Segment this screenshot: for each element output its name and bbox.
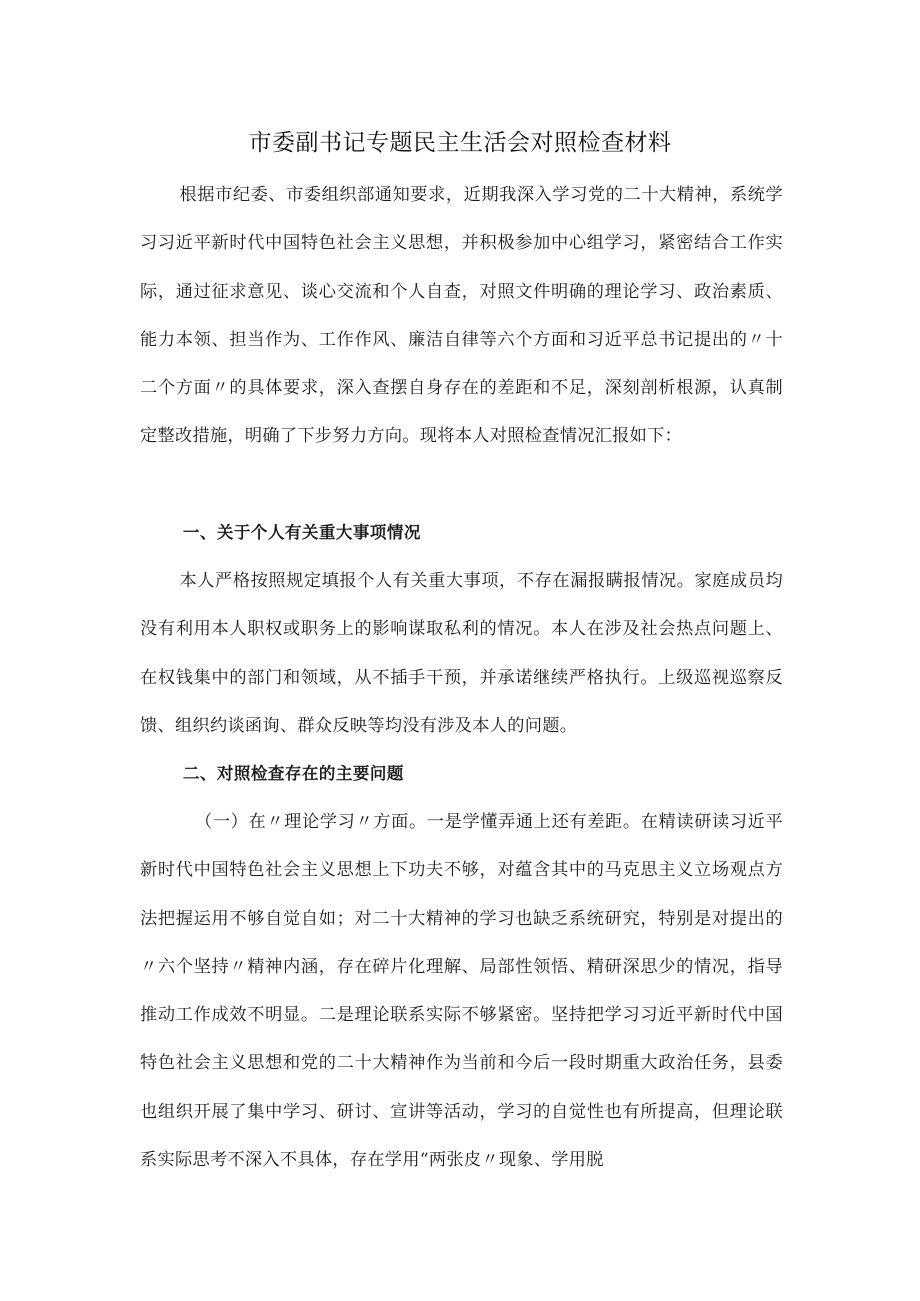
intro-paragraph: 根据市纪委、市委组织部通知要求，近期我深入学习党的二十大精神，系统学习习近平新时代中国特色社会主义思想，并积极参加中心组学习，紧密结合工作实际，通过征求意见、谈心交流和个人自查，对照文件明确的理论学习、政治素质、能力本领、担当作为、工作作风、廉洁自律等六个方面和习近平总书记提出的〃十二个方面〃的具体要求，深入查摆自身存在的差距和不足，深刻剖析根源，认真制定整改措施，明确了下步努力方向。现将本人对照检查情况汇报如下： [140, 185, 783, 447]
section-heading-2: 二、对照检查存在的主要问题 [182, 764, 404, 783]
section-heading-1: 一、关于个人有关重大事项情况 [182, 523, 421, 542]
section-2-paragraph: （一）在〃理论学习〃方面。一是学懂弄通上还有差距。在精读研读习近平新时代中国特色社会主义思想上下功夫不够，对蕴含其中的马克思主义立场观点方法把握运用不够自觉自如；对二十大精神的学习也缺乏系统研究，特别是对提出的〃六个坚持〃精神内涵，存在碎片化理解、局部性领悟、精研深思少的情况，指导推动工作成效不明显。二是理论联系实际不够紧密。坚持把学习习近平新时代中国特色社会主义思想和党的二十大精神作为当前和今后一段时期重大政治任务，县委也组织开展了集中学习、研讨、宣讲等活动，学习的自觉性也有所提高，但理论联系实际思考不深入不具体，存在学用“两张皮〃现象、学用脱 [140, 812, 783, 1171]
section-1-paragraph: 本人严格按照规定填报个人有关重大事项，不存在漏报瞒报情况。家庭成员均没有利用本人职权或职务上的影响谋取私利的情况。本人在涉及社会热点问题上、在权钱集中的部门和领域，从不插手干预，并承诺继续严格执行。上级巡视巡察反馈、组织约谈函询、群众反映等均没有涉及本人的问题。 [140, 571, 783, 736]
document-title: 市委副书记专题民主生活会对照检查材料 [248, 130, 672, 156]
